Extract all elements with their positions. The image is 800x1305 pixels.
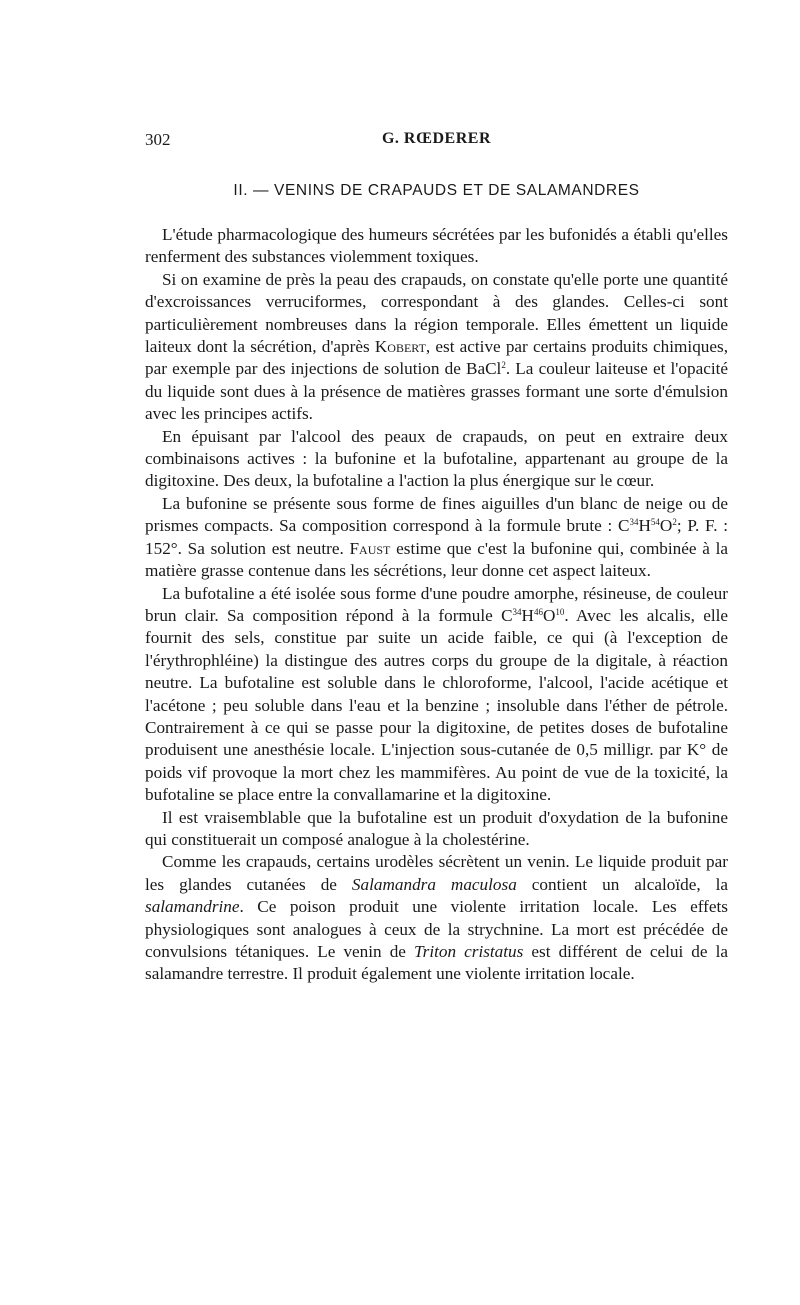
author-name: Kobert (374, 337, 426, 357)
substance-name: salamandrine (145, 897, 240, 917)
paragraph: La bufotaline a été isolée sous forme d'une poudre amorphe, résineuse, de couleur brun clair. Sa composition répond à la formule $C^{34}H^{46}O^{10}$. Avec les alcalis, elle fournit des sels, constitue par suite un acide faible, ce qui (à l'exception de l'érythrophléine) la distingue des autres corps du groupe de la digitale, à réaction neutre. La bufotaline est soluble dans le chloroforme, l'alcool, l'acide acétique et l'acétone ; peu soluble dans l'eau et la benzine ; insoluble dans l'éther de pétrole. Contrairement à ce qui se passe pour la digitoxine, de petites doses de bufotaline produisent une anesthésie locale. L'injection sous-cutanée de 0,5 milligr. par K° de poids vif provoque la mort chez les mammifères. Au point de vue de la toxicité, la bufotaline se place entre la convallamarine et la digitoxine. (145, 583, 728, 805)
paragraph: En épuisant par l'alcool des peaux de crapauds, on peut en extraire deux combinaisons actives : la bufonine et la bufotaline, appartenant au groupe de la digitoxine. Des deux, la bufotaline a l'action la plus énergique sur le cœur. (145, 426, 728, 491)
paragraph: Si on examine de près la peau des crapauds, on constate qu'elle porte une quantité d'excroissances verruciformes, correspondant à des glandes. Celles-ci sont particulièrement nombreuses dans la région temporale. Elles émettent un liquide laiteux dont la sécrétion, d'après Kobert, est active par certains produits chimiques, par exemple par des injections de solution de BaCl$^2$. La couleur laiteuse et l'opacité du liquide sont dues à la présence de matières grasses formant une sorte d'émulsion avec les principes actifs. (145, 269, 729, 424)
body-text (145, 224, 728, 986)
paragraph: La bufonine se présente sous forme de fines aiguilles d'un blanc de neige ou de prismes compacts. Sa composition correspond à la formule brute : $C^{34}H^{54}O^2$; P. F. : 152°. Sa solution est neutre. Faust estime que c'est la bufonine qui, combinée à la matière grasse contenue dans les sécrétions, leur donne cet aspect laiteux. (145, 493, 729, 581)
species-name: Triton cristatus (414, 942, 524, 961)
running-head: G. RŒDERER (381, 130, 491, 147)
paragraph: Comme les crapauds, certains urodèles sécrètent un venin. Le liquide produit par les glandes cutanées de Salamandra maculosa contient un alcaloïde, la salamandrine. Ce poison produit une violente irritation locale. Les effets physiologiques sont analogues à ceux de la strychnine. La mort est précédée de convulsions tétaniques. Le venin de Triton cristatus est différent de celui de la salamandre terrestre. Il produit également une violente irritation locale. (145, 852, 729, 984)
paragraph: L'étude pharmacologique des humeurs sécrétées par les bufonidés a établi qu'elles renferment des substances violemment toxiques. (145, 225, 728, 267)
species-name: Salamandra maculosa (351, 874, 517, 894)
author-name: Faust (349, 538, 391, 558)
paragraph: Il est vraisemblable que la bufotaline est un produit d'oxydation de la bufonine qui constituerait un composé analogue à la cholestérine. (145, 807, 728, 849)
section-title: II. — VENINS DE CRAPAUDS ET DE SALAMANDRES (233, 182, 640, 199)
page-header (145, 130, 728, 152)
page-number: 302 (145, 130, 171, 149)
